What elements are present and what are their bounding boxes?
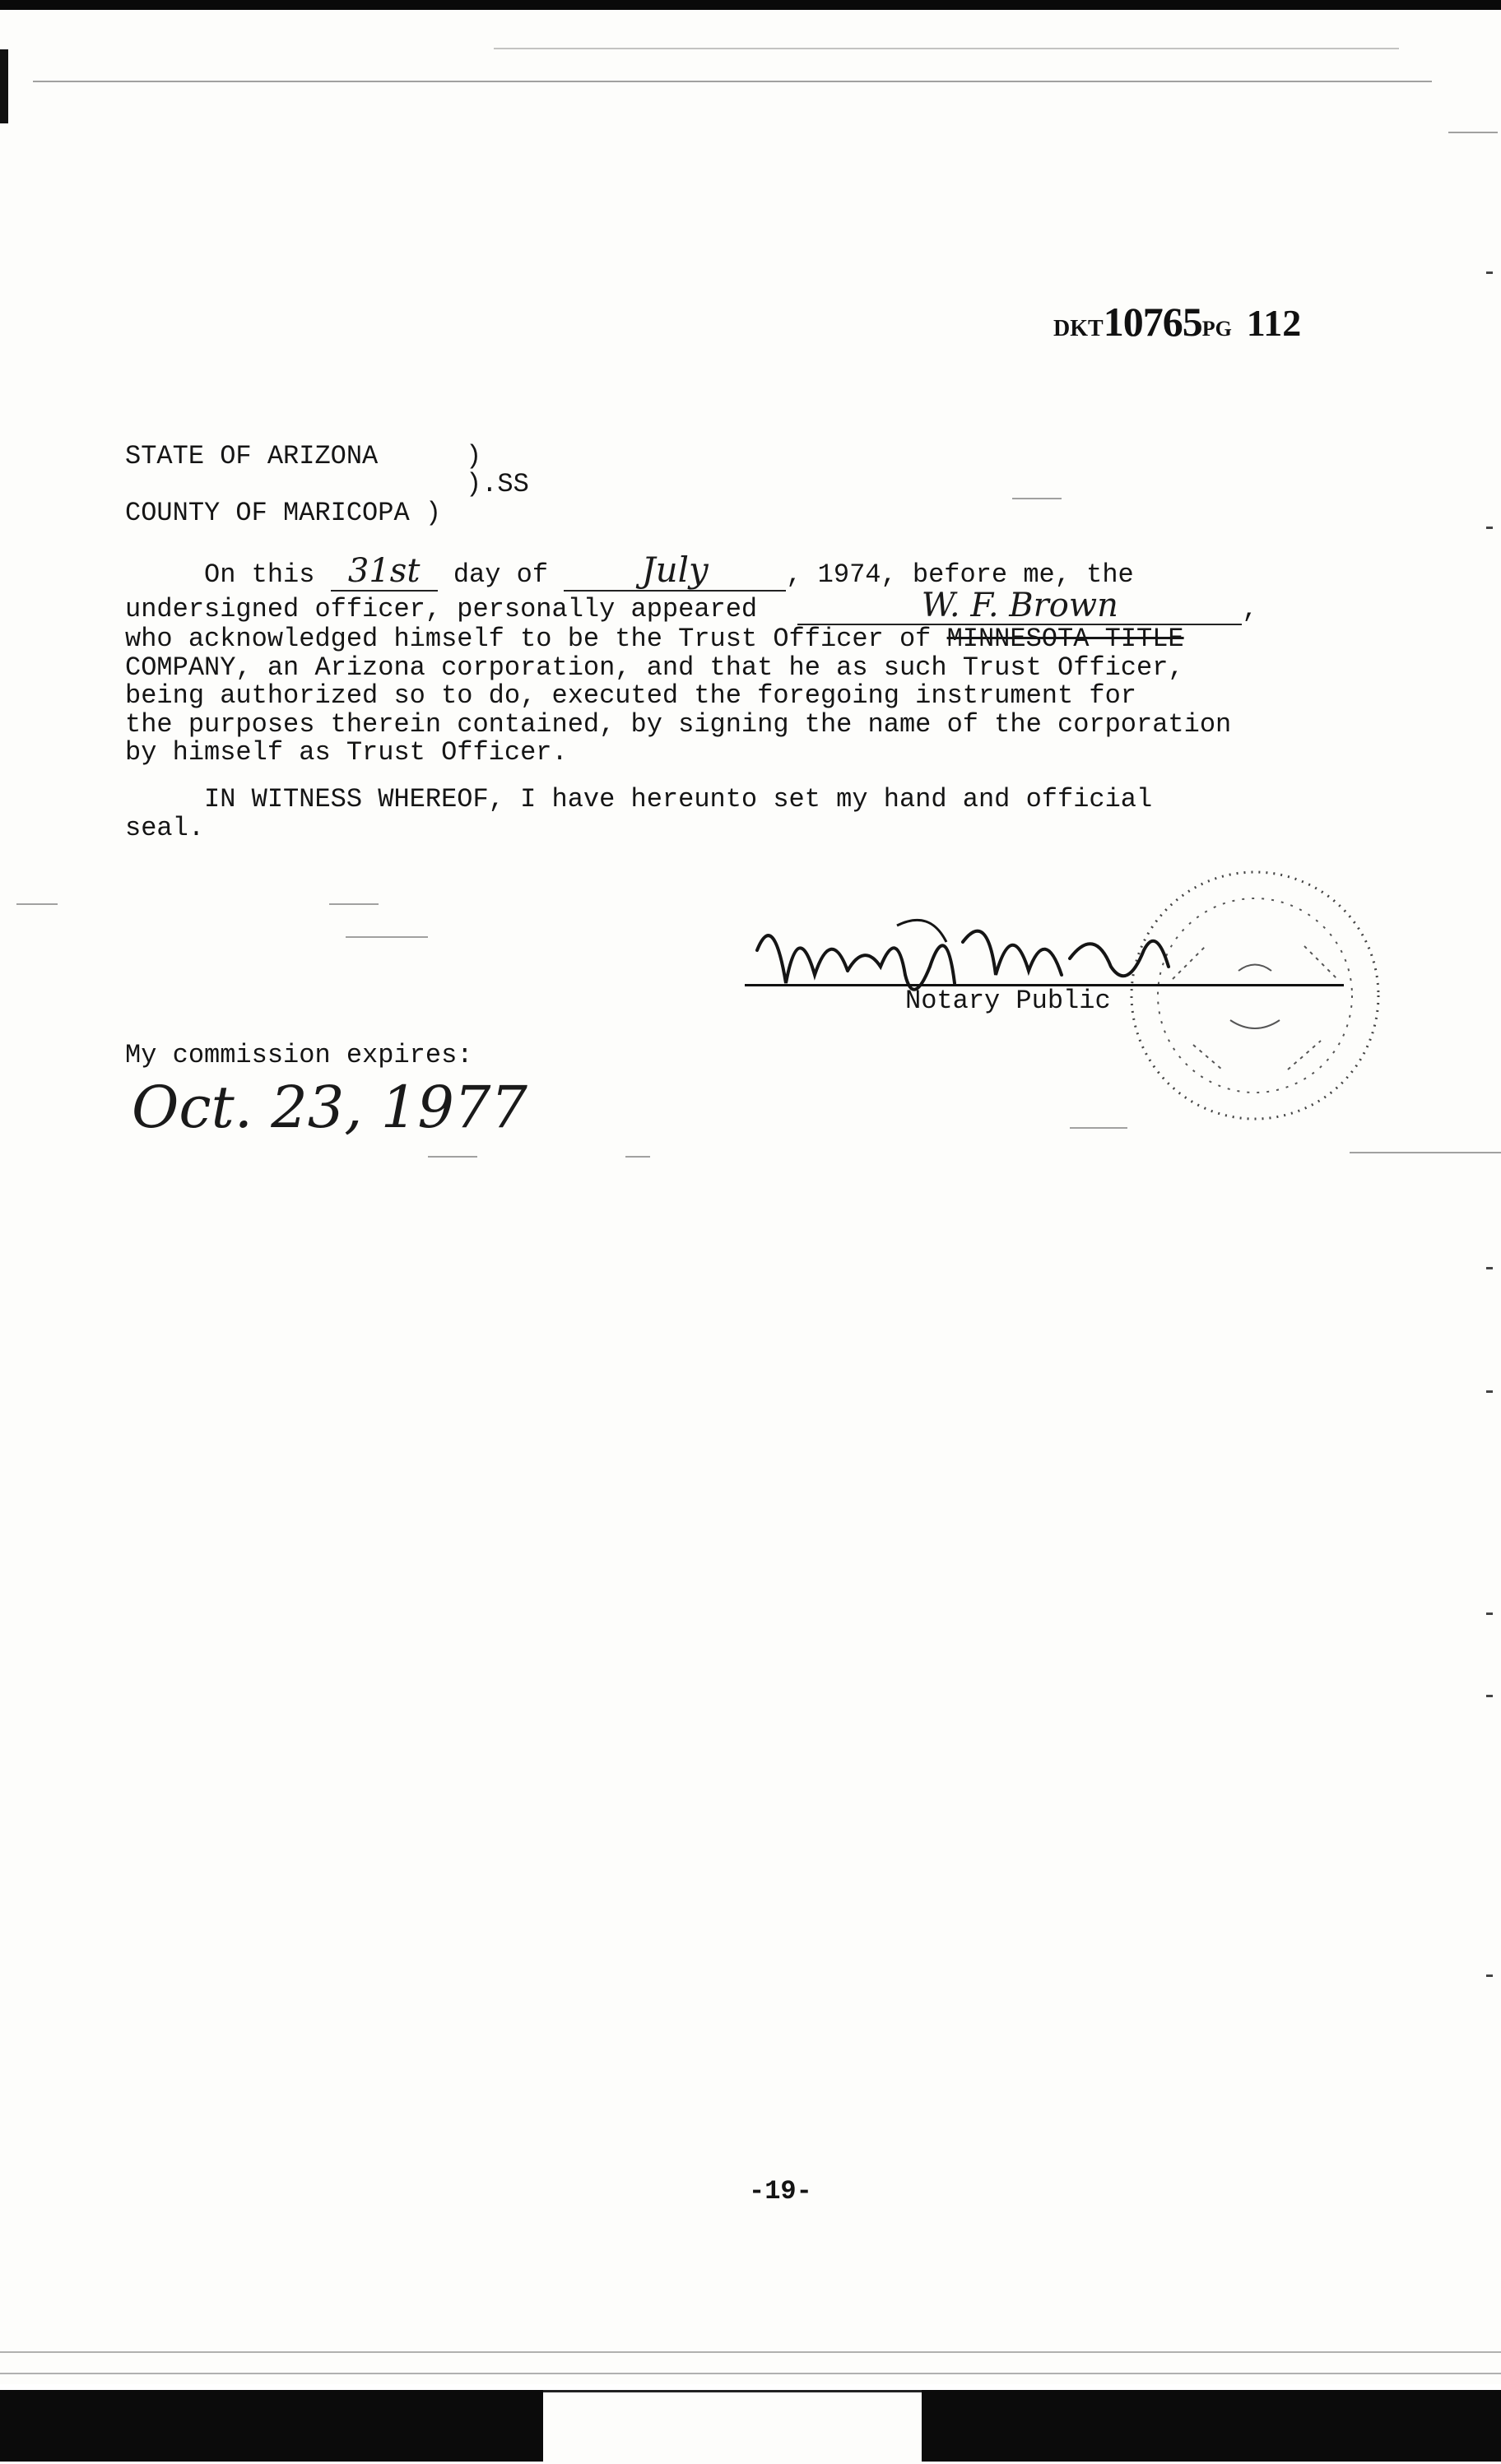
recording-stamp — [1053, 298, 1301, 346]
scan-streak — [0, 2351, 1501, 2353]
witness-line-2: seal. — [125, 812, 205, 843]
ack-line-4: COMPANY, an Arizona corporation, and that he as such Trust Officer, — [125, 652, 1184, 683]
venue-county: COUNTY OF MARICOPA ) — [125, 498, 442, 528]
commission-date-handwritten: Oct. 23, 1977 — [132, 1074, 527, 1141]
witness-text: IN WITNESS WHEREOF, I have hereunto set my hand and official — [204, 784, 1153, 814]
scan-streak — [1012, 498, 1062, 499]
scan-edge-bottom-gap — [543, 2390, 922, 2464]
witness-clause — [125, 786, 1409, 842]
scan-speck — [1486, 271, 1493, 274]
ack-text: undersigned officer, personally appeared — [125, 593, 774, 624]
book-prefix: DKT — [1053, 316, 1104, 341]
scan-streak — [16, 903, 58, 905]
scan-streak — [346, 936, 428, 938]
scan-speck — [1486, 1695, 1493, 1697]
page-prefix: PG — [1201, 317, 1232, 341]
day-handwritten: 31st — [347, 552, 421, 590]
scan-speck — [1486, 1974, 1493, 1977]
ack-line-7: by himself as Trust Officer. — [125, 737, 568, 768]
name-handwritten: W. F. Brown — [921, 586, 1118, 624]
struck-company-name: MINNESOTA TITLE — [946, 624, 1184, 654]
scan-streak — [494, 48, 1399, 49]
notary-public-label: Notary Public — [905, 986, 1111, 1016]
scan-edge-top — [0, 0, 1501, 10]
venue-state-paren: ) — [466, 441, 482, 471]
scan-streak — [428, 1156, 477, 1158]
ack-text: , — [1242, 593, 1258, 624]
scan-streak — [1350, 1152, 1501, 1153]
scan-speck — [1486, 1390, 1493, 1393]
scan-streak — [1448, 132, 1498, 133]
scan-speck — [1486, 527, 1493, 529]
scan-streak — [33, 81, 1432, 82]
scan-edge-mark — [0, 49, 8, 123]
venue-ss: ).SS — [466, 469, 529, 499]
acknowledgment-paragraph — [125, 550, 1409, 768]
recorded-page-number: 112 — [1246, 302, 1302, 344]
scan-edge-bottom-block — [922, 2390, 1501, 2462]
scan-streak — [329, 903, 379, 905]
day-blank — [331, 552, 438, 592]
scan-edge-bottom-block — [0, 2390, 543, 2462]
ack-line-3 — [125, 625, 1409, 654]
commission-label: My commission expires: — [125, 1040, 473, 1070]
ack-line-2 — [125, 586, 1409, 626]
ack-text: On this — [204, 559, 331, 590]
month-handwritten: July — [641, 550, 709, 590]
docket-number: 10765 — [1103, 299, 1202, 345]
ack-line-1 — [125, 550, 1409, 592]
venue-state: STATE OF ARIZONA — [125, 441, 379, 471]
page-number: -19- — [749, 2176, 812, 2206]
ack-text: day of — [437, 559, 565, 590]
scan-streak — [0, 2373, 1501, 2374]
scan-streak — [625, 1156, 650, 1158]
scan-speck — [1486, 1267, 1493, 1269]
ack-text: who acknowledged himself to be the Trust Officer of — [125, 624, 947, 654]
witness-line-1 — [125, 786, 1409, 814]
ack-text: , 1974, before me, the — [786, 559, 1134, 590]
ack-line-6: the purposes therein contained, by signing the name of the corporation — [125, 708, 1232, 740]
ack-line-5: being authorized so to do, executed the foregoing instrument for — [125, 680, 1136, 711]
scan-speck — [1486, 1613, 1493, 1615]
name-blank — [797, 586, 1242, 626]
month-blank — [564, 550, 786, 592]
